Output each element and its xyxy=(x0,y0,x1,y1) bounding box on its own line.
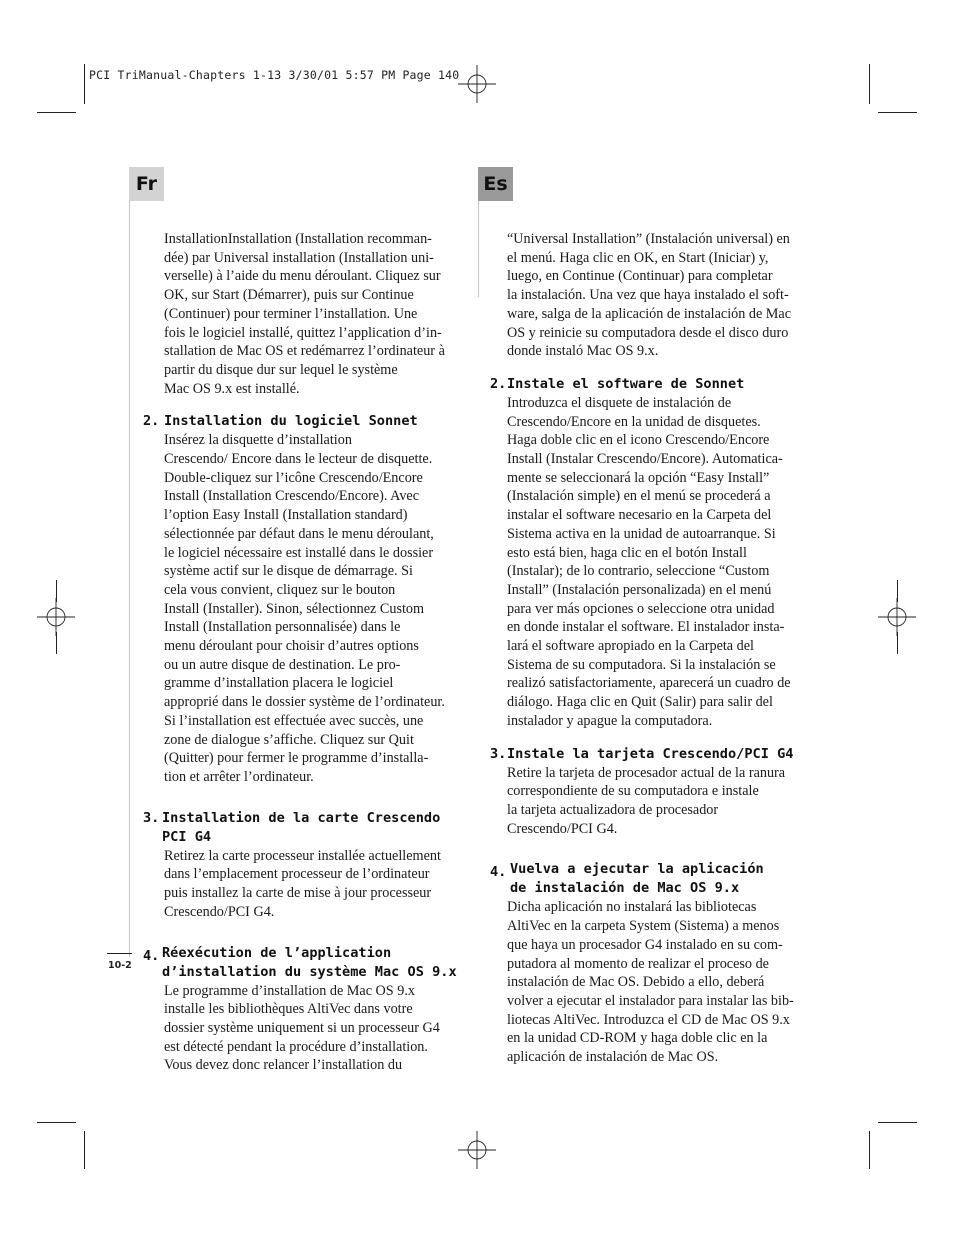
registration-mark-icon xyxy=(458,65,496,103)
text-line: ware, salga de la aplicación de instalación de Mac xyxy=(507,305,792,322)
text-line: AltiVec en la carpeta System (Sistema) a menos xyxy=(507,918,780,935)
french-section-2-body xyxy=(164,431,454,786)
text-line: aplicación de instalación de Mac OS. xyxy=(507,1049,719,1066)
french-section-3-heading xyxy=(143,809,454,847)
text-line: sélectionnée par défaut dans le menu déroulant, xyxy=(164,525,434,542)
text-line: installe les bibliothèques AltiVec dans votre xyxy=(164,1001,413,1018)
text-line: liotecas AltiVec. Introduzca el CD de Mac OS 9.x xyxy=(507,1011,790,1028)
text-line: luego, en Continue (Continuar) para completar xyxy=(507,268,773,285)
registration-tick xyxy=(897,632,898,654)
text-line: ou un autre disque de destination. Le pro- xyxy=(164,656,401,673)
text-line: Crescendo/PCI G4. xyxy=(164,903,275,920)
heading-line: Vuelva a ejecutar la aplicación xyxy=(510,861,764,878)
text-line: Crescendo/Encore en la unidad de disquetes. xyxy=(507,413,761,430)
text-line: en la unidad CD-ROM y haga doble clic en la xyxy=(507,1030,768,1047)
text-line: Haga doble clic en el icono Crescendo/Encore xyxy=(507,432,770,449)
text-line: approprié dans le dossier système de l’ordinateur. xyxy=(164,694,445,711)
text-line: Introduzca el disquete de instalación de xyxy=(507,394,732,411)
text-line: Crescendo/ Encore dans le lecteur de disquette. xyxy=(164,451,433,468)
spanish-section-2-heading xyxy=(490,375,802,394)
registration-mark-icon xyxy=(878,598,916,636)
section-number: 2. xyxy=(490,375,507,392)
text-line: verselle) à l’aide du menu déroulant. Cliquez sur xyxy=(164,268,441,285)
language-tab-es xyxy=(478,167,513,201)
french-intro-paragraph xyxy=(164,230,454,398)
text-line: el menú. Haga clic en OK, en Start (Iniciar) y, xyxy=(507,249,769,266)
text-line: (Instalación simple) en el menú se procederá a xyxy=(507,488,771,505)
text-line: OS y reinicie su computadora desde el disco duro xyxy=(507,324,789,341)
text-line: gramme d’installation placera le logiciel xyxy=(164,675,394,692)
text-line: instalador y apague la computadora. xyxy=(507,712,713,729)
text-line: tion et arrêter l’ordinateur. xyxy=(164,768,314,785)
spanish-column xyxy=(490,230,802,1067)
text-line: stallation de Mac OS et redémarrez l’ordinateur à xyxy=(164,343,445,360)
heading-line: Instale la tarjeta Crescendo/PCI G4 xyxy=(507,745,794,762)
text-line: para ver más opciones o seleccione otra unidad xyxy=(507,600,775,617)
text-line: realizó satisfactoriamente, aparecerá un cuadro de xyxy=(507,675,791,692)
text-line: (Continuer) pour terminer l’installation. Une xyxy=(164,305,418,322)
text-line: Install (Installation personnalisée) dans le xyxy=(164,619,401,636)
text-line: donde instaló Mac OS 9.x. xyxy=(507,343,659,360)
registration-tick xyxy=(56,580,57,602)
section-number: 2. xyxy=(143,413,160,430)
section-number: 3. xyxy=(143,809,160,826)
column-rule-fr xyxy=(129,201,130,957)
text-line: Dicha aplicación no instalará las bibliotecas xyxy=(507,899,757,916)
heading-line: Installation de la carte Crescendo xyxy=(162,809,441,826)
text-line: système actif sur le disque de démarrage. Si xyxy=(164,563,413,580)
french-section-4-heading xyxy=(143,944,457,982)
text-line: est détecté pendant la procédure d’installation. xyxy=(164,1038,428,1055)
heading-line: PCI G4 xyxy=(162,828,212,845)
printer-slug: PCI TriManual-Chapters 1-13 3/30/01 5:57 PM Page 140 xyxy=(89,68,460,82)
text-line: Le programme d’installation de Mac OS 9.x xyxy=(164,982,415,999)
text-line: cela vous convient, cliquez sur le bouton xyxy=(164,581,396,598)
text-line: Install (Instalar Crescendo/Encore). Automatica- xyxy=(507,451,783,468)
text-line: Sistema activa en la unidad de autoarranque. Si xyxy=(507,525,776,542)
french-section-3-body xyxy=(164,847,454,922)
text-line: InstallationInstallation (Installation recomman- xyxy=(164,231,432,247)
text-line: dée) par Universal installation (Installation uni- xyxy=(164,249,434,266)
registration-tick xyxy=(897,580,898,602)
language-tab-fr xyxy=(129,167,164,201)
text-line: Retirez la carte processeur installée actuellement xyxy=(164,847,441,864)
text-line: putadora al momento de realizar el proceso de xyxy=(507,955,769,972)
text-line: “Universal Installation” (Instalación universal) en xyxy=(507,231,790,247)
text-line: Sistema de su computadora. Si la instalación se xyxy=(507,656,776,673)
section-number: 3. xyxy=(490,745,507,762)
text-line: Retire la tarjeta de procesador actual de la ranura xyxy=(507,764,786,781)
text-line: fois le logiciel installé, quittez l’application d’in- xyxy=(164,324,442,341)
section-number: 4. xyxy=(143,947,160,964)
text-line: le logiciel nécessaire est installé dans le dossier xyxy=(164,544,434,561)
text-line: correspondiente de su computadora e instale xyxy=(507,783,759,800)
text-line: dans l’emplacement processeur de l’ordinateur xyxy=(164,866,430,883)
folio-rule xyxy=(107,953,132,954)
text-line: puis installez la carte de mise à jour processeur xyxy=(164,885,432,902)
heading-line: Installation du logiciel Sonnet xyxy=(164,413,418,430)
text-line: (Quitter) pour fermer le programme d’installa- xyxy=(164,750,429,767)
text-line: Insérez la disquette d’installation xyxy=(164,432,352,449)
text-line: que haya un procesador G4 instalado en su com- xyxy=(507,936,783,953)
french-section-4-body xyxy=(164,982,454,1076)
heading-line: Réexécution de l’application xyxy=(162,944,392,961)
text-line: Double-cliquez sur l’icône Crescendo/Encore xyxy=(164,469,423,486)
text-line: la tarjeta actualizadora de procesador xyxy=(507,801,719,818)
heading-line: de instalación de Mac OS 9.x xyxy=(510,880,740,897)
heading-line: Instale el software de Sonnet xyxy=(507,375,745,392)
text-line: dossier système uniquement si un processeur G4 xyxy=(164,1019,440,1036)
text-line: Crescendo/PCI G4. xyxy=(507,820,618,837)
text-line: zone de dialogue s’affiche. Cliquez sur Quit xyxy=(164,731,414,748)
heading-line: d’installation du système Mac OS 9.x xyxy=(162,963,457,980)
text-line: diálogo. Haga clic en Quit (Salir) para salir del xyxy=(507,694,773,711)
french-column xyxy=(143,230,457,1075)
page-folio: 10-2 xyxy=(108,960,132,971)
text-line: partir du disque dur sur lequel le système xyxy=(164,361,398,378)
registration-tick xyxy=(56,632,57,654)
language-tab-fr-label: Fr xyxy=(135,173,158,195)
text-line: Install (Installation Crescendo/Encore). Avec xyxy=(164,488,420,505)
text-line: Mac OS 9.x est installé. xyxy=(164,380,300,397)
text-line: Install (Installer). Sinon, sélectionnez Custom xyxy=(164,600,425,617)
text-line: Install” (Instalación personalizada) en el menú xyxy=(507,581,772,598)
text-line: mente se seleccionará la opción “Easy Install” xyxy=(507,469,770,486)
spanish-section-4-heading xyxy=(490,860,802,898)
text-line: l’option Easy Install (Installation standard) xyxy=(164,507,408,524)
text-line: esto está bien, haga clic en el botón Install xyxy=(507,544,747,561)
spanish-section-3-body xyxy=(507,764,802,839)
spanish-intro-paragraph xyxy=(507,230,802,361)
text-line: en donde instalar el software. El instalador insta- xyxy=(507,619,785,636)
text-line: instalación de Mac OS. Debido a ello, deberá xyxy=(507,974,765,991)
text-line: lará el software apropiado en la Carpeta del xyxy=(507,638,754,655)
text-line: OK, sur Start (Démarrer), puis sur Continue xyxy=(164,287,414,304)
text-line: instalar el software necesario en la Carpeta del xyxy=(507,507,772,524)
registration-mark-icon xyxy=(458,1131,496,1169)
column-rule-es xyxy=(478,201,479,297)
spanish-section-2-body xyxy=(507,394,802,731)
text-line: menu déroulant pour choisir d’autres options xyxy=(164,638,419,655)
text-line: (Instalar); de lo contrario, seleccione “Custom xyxy=(507,563,770,580)
language-tab-es-label: Es xyxy=(483,173,508,195)
text-line: Si l’installation est effectuée avec succès, une xyxy=(164,712,424,729)
text-line: Vous devez donc relancer l’installation du xyxy=(164,1057,403,1074)
registration-mark-icon xyxy=(37,598,75,636)
spanish-section-4-body xyxy=(507,898,802,1066)
french-section-2-heading xyxy=(143,412,454,431)
text-line: la instalación. Una vez que haya instalado el soft- xyxy=(507,287,789,304)
text-line: volver a ejecutar el instalador para instalar las bib- xyxy=(507,992,794,1009)
section-number: 4. xyxy=(490,864,507,881)
spanish-section-3-heading xyxy=(490,745,802,764)
